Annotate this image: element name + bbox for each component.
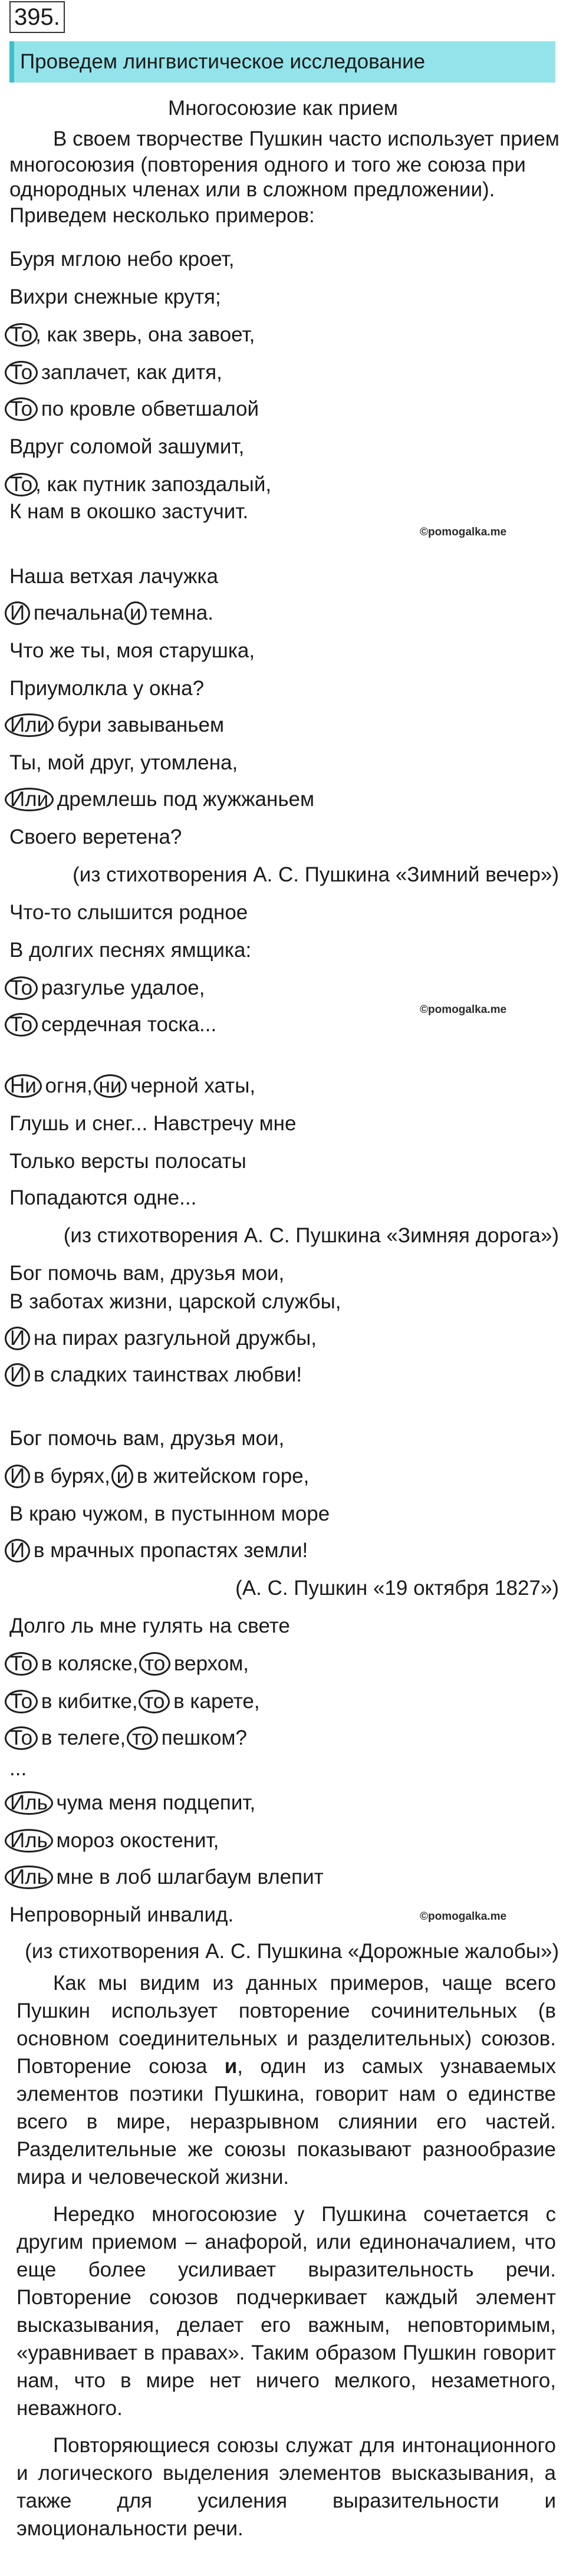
poem-line: Только версты полосаты <box>9 1150 246 1173</box>
poem-line: В заботах жизни, царской службы, <box>9 1290 341 1313</box>
poem-source: (из стихотворения А. С. Пушкина «Зимняя дорога») <box>63 1224 559 1247</box>
circled-conjunction: и <box>111 1465 134 1488</box>
circled-conjunction: то <box>127 1726 158 1750</box>
task-number: 395. <box>9 1 65 33</box>
circled-conjunction: То <box>5 473 38 496</box>
poem-line: Своего веретена? <box>9 825 182 848</box>
poem-line: Долго ль мне гулять на свете <box>9 1614 290 1637</box>
circled-conjunction: То <box>5 1652 38 1676</box>
poem-line: Глушь и снег... Навстречу мне <box>9 1112 297 1135</box>
poem-line: Вдруг соломой зашумит, <box>9 435 245 458</box>
circled-conjunction: Ни <box>5 1074 42 1098</box>
banner-accent-bar <box>9 41 14 83</box>
circled-conjunction: И <box>5 1539 30 1562</box>
circled-conjunction: То <box>5 1726 38 1750</box>
circled-conjunction: И <box>5 1327 30 1350</box>
circled-conjunction: И <box>5 601 30 625</box>
intro-line: многосоюзия (повторения одного и того же союза при <box>9 153 526 176</box>
poem-line: То разгулье удалое, <box>9 975 205 1001</box>
poem-source: (из стихотворения А. С. Пушкина «Дорожные жалобы») <box>25 1940 559 1963</box>
conclusion-paragraph: Как мы видим из данных примеров, чаще всего Пушкин использует повторение сочинительных (в основном соединительных и разделительных) союзов. Повторение союза и, один из самых узнаваемых элементов поэтики Пушкина, говорит нам о единстве всего в мире, неразрывном слиянии его частей. Разделительные же союзы показывают разнообразие мира и человеческой жизни. <box>17 1972 556 2189</box>
poem-line: И печальна и темна. <box>9 600 213 626</box>
circled-conjunction: То <box>5 361 38 384</box>
poem-line: Что же ты, моя старушка, <box>9 639 255 662</box>
watermark: ©pomogalka.me <box>420 1004 507 1016</box>
circled-conjunction: И <box>5 1465 30 1488</box>
circled-conjunction: Иль <box>5 1829 53 1853</box>
circled-conjunction: Иль <box>5 1866 53 1889</box>
poem-line: То , как путник запоздалый, <box>9 472 271 498</box>
poem-line: И в бурях, и в житейском горе, <box>9 1463 309 1489</box>
poem-line: ... <box>9 1757 27 1780</box>
poem-line: Буря мглою небо кроет, <box>9 248 235 271</box>
circled-conjunction: То <box>5 1690 38 1713</box>
circled-conjunction: То <box>5 1013 38 1037</box>
poem-line: Ты, мой друг, утомлена, <box>9 751 238 774</box>
poem-line: Приумолкла у окна? <box>9 677 205 700</box>
poem-source: (из стихотворения А. С. Пушкина «Зимний вечер») <box>73 863 559 886</box>
poem-line: И в мрачных пропастях земли! <box>9 1538 308 1564</box>
circled-conjunction: то <box>139 1652 170 1676</box>
circled-conjunction: и <box>124 601 147 625</box>
poem-line: Иль мне в лоб шлагбаум влепит <box>9 1864 324 1890</box>
poem-line: Попадаются одне... <box>9 1186 197 1209</box>
poem-line: Наша ветхая лачужка <box>9 565 218 588</box>
poem-line: Ни огня, ни черной хаты, <box>9 1073 255 1099</box>
circled-conjunction: То <box>5 976 38 1000</box>
poem-line: То в кибитке, то в карете, <box>9 1689 260 1715</box>
conclusion-paragraph: Повторяющиеся союзы служат для интонационного и логического выделения элементов высказывания, а также для усиления выразительности и эмоциональности речи. <box>17 2434 556 2540</box>
page-title: Многосоюзие как прием <box>168 97 398 120</box>
poem-line: То заплачет, как дитя, <box>9 360 222 386</box>
watermark: ©pomogalka.me <box>420 526 507 538</box>
poem-line: И на пирах разгульной дружбы, <box>9 1325 317 1351</box>
poem-line: В долгих песнях ямщика: <box>9 939 252 962</box>
poem-source: (А. С. Пушкин «19 октября 1827») <box>235 1577 559 1600</box>
poem-line: Бог помочь вам, друзья мои, <box>9 1427 285 1450</box>
intro-line: однородных членах или в сложном предложении). <box>9 178 495 201</box>
watermark: ©pomogalka.me <box>420 1910 507 1923</box>
poem-line: Иль мороз окостенит, <box>9 1828 219 1854</box>
poem-line: Или дремлешь под жужжаньем <box>9 787 314 812</box>
poem-line: В краю чужом, в пустынном море <box>9 1502 330 1525</box>
circled-conjunction: Или <box>5 788 54 811</box>
poem-line: Что-то слышится родное <box>9 901 248 924</box>
intro-line: Приведем несколько примеров: <box>9 204 315 227</box>
circled-conjunction: ни <box>94 1074 127 1098</box>
poem-line: То сердечная тоска... <box>9 1012 216 1038</box>
circled-conjunction: то <box>139 1690 170 1713</box>
circled-conjunction: Или <box>5 713 54 737</box>
poem-line: Бог помочь вам, друзья мои, <box>9 1262 285 1285</box>
poem-line: То в телеге, то пешком? <box>9 1725 247 1751</box>
poem-line: Непроворный инвалид. <box>9 1903 234 1926</box>
poem-line: И в сладких таинствах любви! <box>9 1362 302 1388</box>
banner-text: Проведем лингвистическое исследование <box>20 50 426 73</box>
poem-line: Иль чума меня подцепит, <box>9 1790 255 1816</box>
poem-line: То по кровле обветшалой <box>9 396 259 422</box>
poem-line: То в коляске, то верхом, <box>9 1651 249 1677</box>
circled-conjunction: Иль <box>5 1791 53 1815</box>
poem-line: Или бури завываньем <box>9 712 224 738</box>
conclusion-paragraph: Нередко многосоюзие у Пушкина сочетается с другим приемом – анафорой, или единоначалием, что еще более усиливает выразительность речи. Повторение союзов подчеркивает каждый элемент высказывания, делает его важным, неповторимым, «уравнивает в правах». Таким образом Пушкин говорит нам, что в мире нет ничего мелкого, незаметного, неважного. <box>17 2203 556 2420</box>
intro-line: В своем творчестве Пушкин часто использует прием <box>53 127 560 150</box>
circled-conjunction: То <box>5 397 38 421</box>
poem-line: То , как зверь, она завоет, <box>9 322 255 348</box>
circled-conjunction: И <box>5 1363 30 1387</box>
poem-line: К нам в окошко застучит. <box>9 500 249 523</box>
circled-conjunction: То <box>5 323 38 347</box>
poem-line: Вихри снежные крутя; <box>9 285 221 308</box>
